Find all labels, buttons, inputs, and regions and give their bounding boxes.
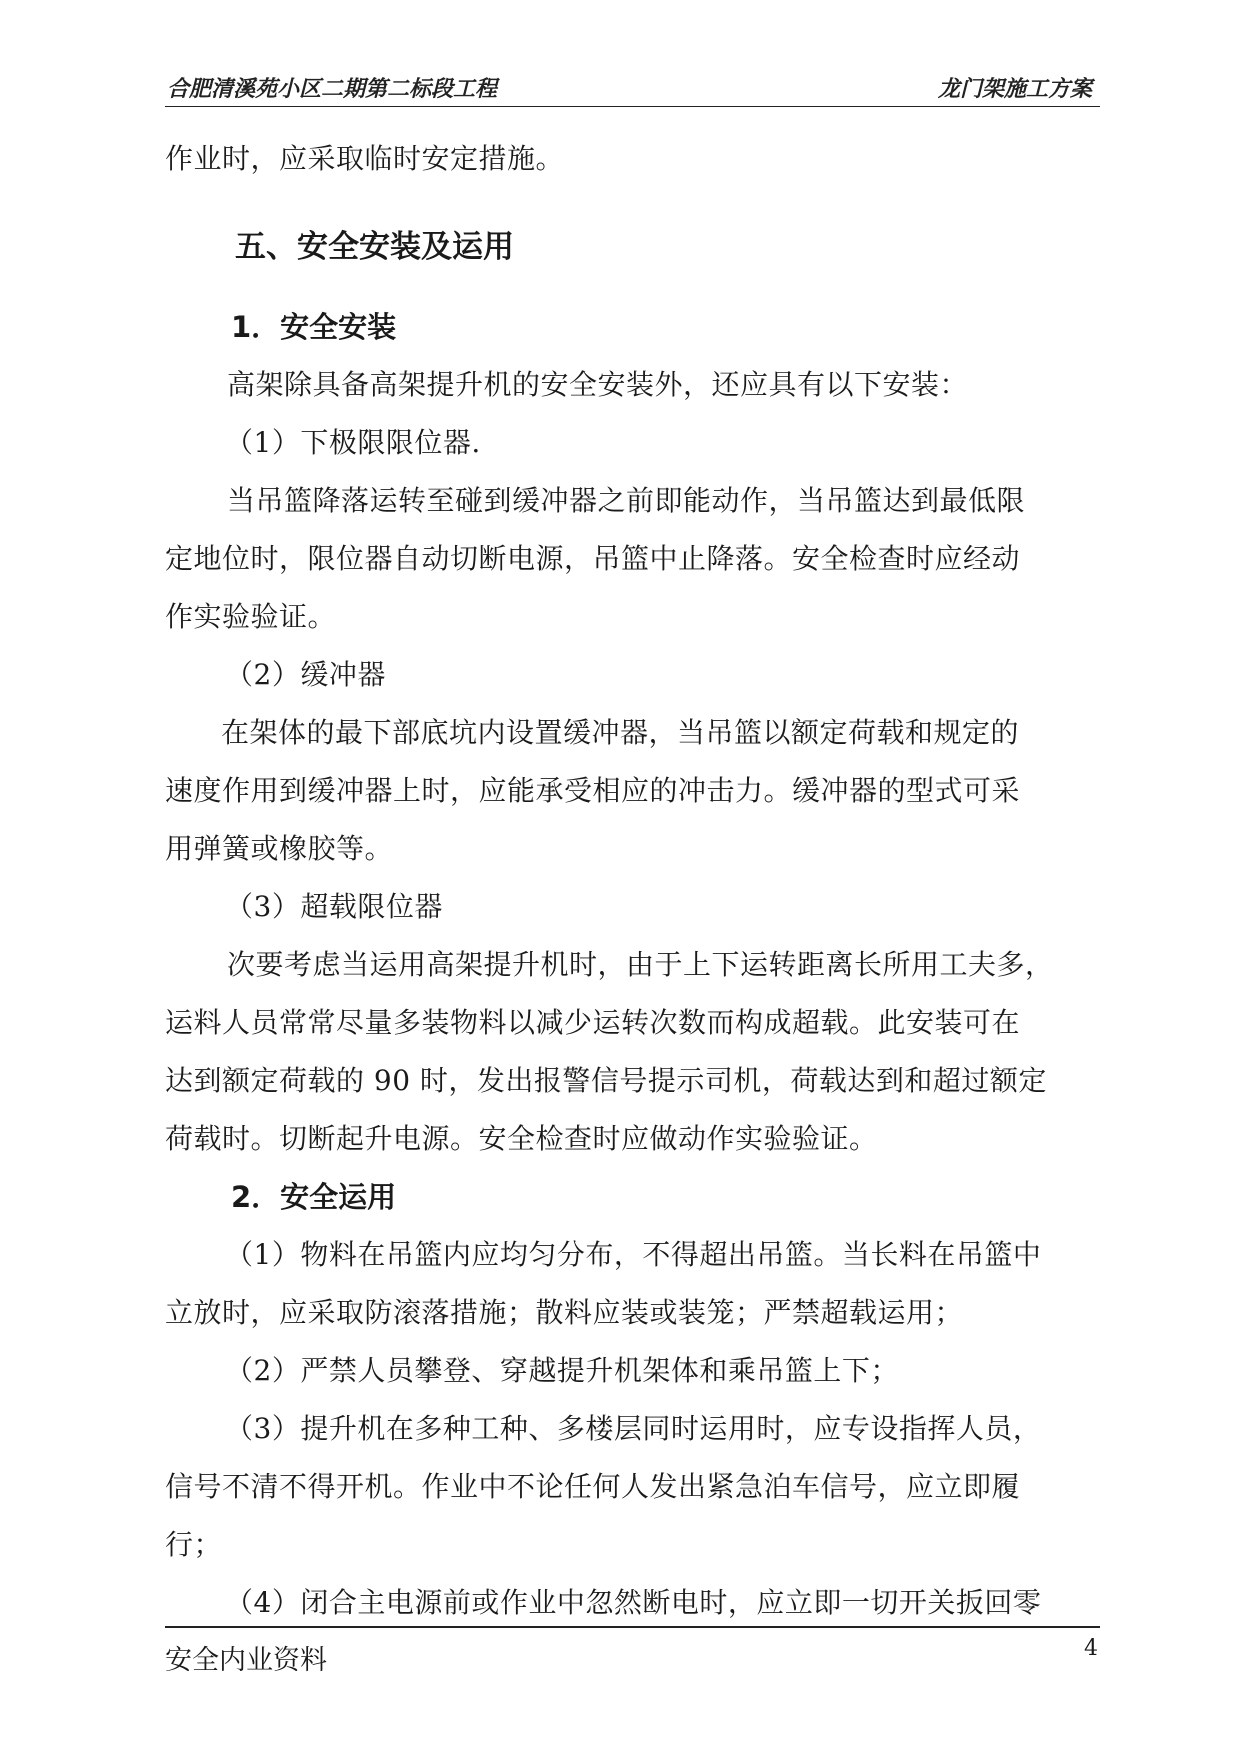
page-footer	[165, 1626, 1100, 1678]
body-line: （1）物料在吊篮内应均匀分布，不得超出吊篮。当长料在吊篮中	[225, 1238, 1042, 1271]
subsection-heading-usage: 2．安全运用	[231, 1180, 397, 1214]
body-line: 定地位时，限位器自动切断电源，吊篮中止降落。安全检查时应经动	[165, 542, 1021, 575]
body-line: 次要考虑当运用高架提升机时，由于上下运转距离长所用工夫多，	[227, 948, 1054, 981]
body-line: 行；	[165, 1528, 223, 1561]
section-heading: 五、安全安装及运用	[235, 229, 514, 265]
body-line: 立放时，应采取防滚落措施；散料应装或装笼；严禁超载运用；	[165, 1296, 964, 1329]
header-document-title: 龙门架施工方案	[937, 77, 1092, 102]
body-line: 达到额定荷载的 90 时，发出报警信号提示司机，荷载达到和超过额定	[165, 1064, 1047, 1097]
body-line: 作业时，应采取临时安定措施。	[165, 142, 565, 175]
body-line: （2）严禁人员攀登、穿越提升机架体和乘吊篮上下；	[225, 1354, 899, 1387]
body-line: 运料人员常常尽量多装物料以减少运转次数而构成超载。此安装可在	[165, 1006, 1021, 1039]
page-content	[165, 130, 1100, 1632]
body-line: 用弹簧或橡胶等。	[165, 832, 394, 865]
page-number: 4	[1084, 1636, 1098, 1661]
item-title: （1）下极限限位器.	[225, 426, 481, 459]
body-line: 作实验验证。	[165, 600, 337, 633]
body-line: 荷载时。切断起升电源。安全检查时应做动作实验验证。	[165, 1122, 878, 1155]
body-line: 信号不清不得开机。作业中不论任何人发出紧急泊车信号，应立即履	[165, 1470, 1021, 1503]
body-line: 速度作用到缓冲器上时，应能承受相应的冲击力。缓冲器的型式可采	[165, 774, 1021, 807]
subsection-heading-install: 1．安全安装	[231, 310, 397, 344]
item-title: （2）缓冲器	[225, 658, 386, 691]
footer-label: 安全内业资料	[165, 1645, 327, 1676]
header-project-title: 合肥清溪苑小区二期第二标段工程	[167, 77, 498, 102]
body-line: 在架体的最下部底坑内设置缓冲器，当吊篮以额定荷载和规定的	[221, 716, 1020, 749]
page-header	[165, 72, 1100, 107]
body-line: 高架除具备高架提升机的安全安装外，还应具有以下安装：	[227, 368, 969, 401]
item-title: （3）超载限位器	[225, 890, 443, 923]
body-line: 当吊篮降落运转至碰到缓冲器之前即能动作，当吊篮达到最低限	[227, 484, 1026, 517]
body-line: （4）闭合主电源前或作业中忽然断电时，应立即一切开关扳回零	[225, 1586, 1042, 1619]
body-line: （3）提升机在多种工种、多楼层同时运用时，应专设指挥人员，	[225, 1412, 1042, 1445]
